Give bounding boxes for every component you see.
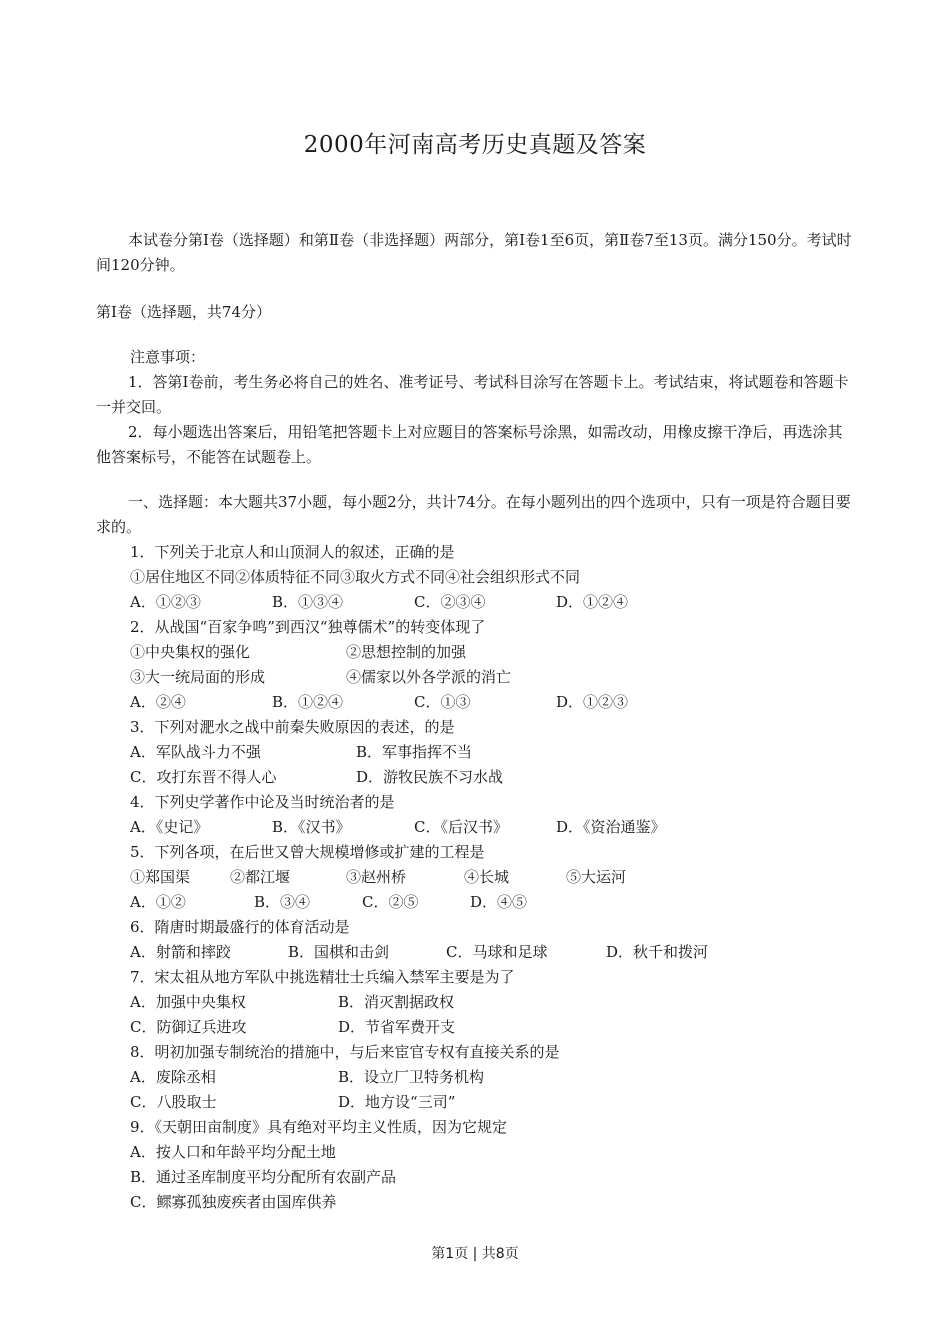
question-2-items-row-1 <box>96 640 856 665</box>
item-5: ⑤大运河 <box>566 868 627 886</box>
option-b: B．通过圣库制度平均分配所有农副产品 <box>130 1168 397 1186</box>
question-6-options <box>96 940 856 965</box>
option-c: C．①③ <box>414 693 471 711</box>
item-1: ①中央集权的强化 <box>130 643 251 661</box>
option-d: D．《资治通鉴》 <box>556 818 666 836</box>
item-1: ①郑国渠 <box>130 868 191 886</box>
question-8-options-row-2 <box>96 1090 856 1115</box>
option-c: C．八股取士 <box>130 1093 217 1111</box>
option-b: B．①②④ <box>272 693 344 711</box>
question-3-options-row-2 <box>96 765 856 790</box>
question-6-stem: 6．隋唐时期最盛行的体育活动是 <box>130 918 350 936</box>
option-c: C．攻打东晋不得人心 <box>130 768 277 786</box>
option-b: B．设立厂卫特务机构 <box>338 1068 485 1086</box>
option-b: B．军事指挥不当 <box>356 743 473 761</box>
item-3: ③赵州桥 <box>346 868 407 886</box>
item-2: ②都江堰 <box>230 868 291 886</box>
option-a: A．②④ <box>130 693 186 711</box>
option-a: A．①②③ <box>130 593 201 611</box>
option-c: C．②⑤ <box>362 893 419 911</box>
question-5-items <box>96 865 856 890</box>
item-4: ④儒家以外各学派的消亡 <box>346 668 512 686</box>
option-d: D．①②③ <box>556 693 629 711</box>
option-b: B．①③④ <box>272 593 344 611</box>
question-4-options <box>96 815 856 840</box>
part-one-instructions: 一、选择题：本大题共37小题，每小题2分，共计74分。在每小题列出的四个选项中，只有一项是符合题目要求的。 <box>96 493 851 536</box>
option-a: A．按人口和年龄平均分配土地 <box>130 1143 336 1161</box>
question-2-options <box>96 690 856 715</box>
question-8-stem: 8．明初加强专制统治的措施中，与后来宦官专权有直接关系的是 <box>130 1043 560 1061</box>
note-2: 2．每小题选出答案后，用铅笔把答题卡上对应题目的答案标号涂黑，如需改动，用橡皮擦干净后，再选涂其他答案标号，不能答在试题卷上。 <box>96 423 843 466</box>
question-7-stem: 7．宋太祖从地方军队中挑选精壮士兵编入禁军主要是为了 <box>130 968 515 986</box>
option-d: D．①②④ <box>556 593 629 611</box>
item-3: ③大一统局面的形成 <box>130 668 266 686</box>
option-a: A．加强中央集权 <box>130 993 246 1011</box>
question-2-stem: 2．从战国“百家争鸣”到西汉“独尊儒术”的转变体现了 <box>130 618 486 636</box>
question-7-options-row-2 <box>96 1015 856 1040</box>
section-title: 第Ⅰ卷（选择题，共74分） <box>96 303 272 321</box>
note-1: 1．答第Ⅰ卷前，考生务必将自己的姓名、准考证号、考试科目涂写在答题卡上。考试结束，将试题卷和答题卡一并交回。 <box>96 373 849 416</box>
question-3-stem: 3．下列对淝水之战中前秦失败原因的表述，的是 <box>130 718 455 736</box>
notes-title: 注意事项： <box>130 348 206 366</box>
option-c: C．马球和足球 <box>446 943 548 961</box>
question-5-stem: 5．下列各项，在后世又曾大规模增修或扩建的工程是 <box>130 843 485 861</box>
intro-paragraph: 本试卷分第Ⅰ卷（选择题）和第Ⅱ卷（非选择题）两部分，第Ⅰ卷1至6页，第Ⅱ卷7至13页。满分150分。考试时间120分钟。 <box>96 231 852 274</box>
question-2-items-row-2 <box>96 665 856 690</box>
option-a: A．①② <box>130 893 186 911</box>
document-body <box>96 228 856 1215</box>
option-a: A．《史记》 <box>130 818 209 836</box>
question-5-options <box>96 890 856 915</box>
question-1-stem: 1．下列关于北京人和山顶洞人的叙述，正确的是 <box>130 543 455 561</box>
option-d: D．节省军费开支 <box>338 1018 456 1036</box>
question-7-options-row-1 <box>96 990 856 1015</box>
question-1-options <box>96 590 856 615</box>
question-4-stem: 4．下列史学著作中论及当时统治者的是 <box>130 793 395 811</box>
option-c: C．《后汉书》 <box>414 818 508 836</box>
question-1-items: ①居住地区不同②体质特征不同③取火方式不同④社会组织形式不同 <box>130 568 581 586</box>
item-4: ④长城 <box>464 868 510 886</box>
item-2: ②思想控制的加强 <box>346 643 467 661</box>
option-c: C．防御辽兵进攻 <box>130 1018 247 1036</box>
option-b: B．《汉书》 <box>272 818 351 836</box>
question-3-options-row-1 <box>96 740 856 765</box>
option-d: D．④⑤ <box>470 893 528 911</box>
question-9-stem: 9．《天朝田亩制度》具有绝对平均主义性质，因为它规定 <box>130 1118 508 1136</box>
page-footer: 第1页 | 共8页 <box>431 1246 519 1262</box>
option-d: D．地方设“三司” <box>338 1093 456 1111</box>
option-a: A．废除丞相 <box>130 1068 216 1086</box>
option-b: B．消灭割据政权 <box>338 993 455 1011</box>
option-b: B．③④ <box>254 893 311 911</box>
option-b: B．国棋和击剑 <box>288 943 390 961</box>
option-c: C．②③④ <box>414 593 486 611</box>
document-title: 2000年河南高考历史真题及答案 <box>303 132 647 158</box>
option-a: A．射箭和摔跤 <box>130 943 231 961</box>
question-8-options-row-1 <box>96 1065 856 1090</box>
option-c: C．鳏寡孤独废疾者由国库供养 <box>130 1193 337 1211</box>
option-a: A．军队战斗力不强 <box>130 743 261 761</box>
option-d: D．游牧民族不习水战 <box>356 768 504 786</box>
option-d: D．秋千和拨河 <box>606 943 709 961</box>
